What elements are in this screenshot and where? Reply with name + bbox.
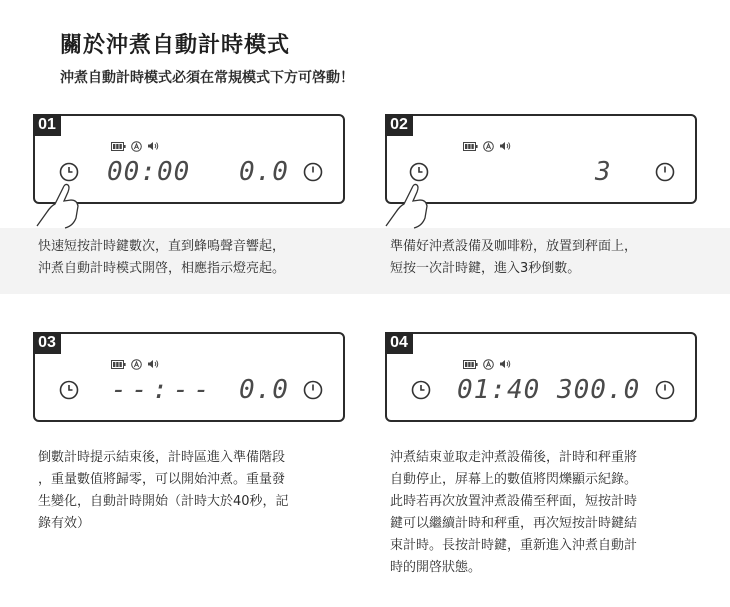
- power-button[interactable]: [303, 380, 323, 400]
- description-line: 短按一次計時鍵，進入3秒倒數。: [390, 261, 581, 276]
- power-button[interactable]: [655, 380, 675, 400]
- description-line: 倒數計時提示結束後，計時區進入準備階段: [38, 450, 286, 465]
- sound-icon: [147, 359, 159, 369]
- weight-display: 0.0: [239, 375, 289, 405]
- auto-mode-icon: [483, 141, 494, 152]
- description-line: 束計時。長按計時鍵，重新進入沖煮自動計: [390, 538, 638, 553]
- timer-display: 00:00: [107, 157, 191, 187]
- step-4-description: [390, 447, 637, 579]
- description-line: 時的開啓狀態。: [390, 560, 482, 575]
- step-1-description: [38, 236, 285, 280]
- description-line: 錄有效）: [38, 516, 91, 531]
- step-3-description: [38, 447, 289, 535]
- timer-button[interactable]: [411, 380, 431, 400]
- description-line: 生變化，自動計時開始（計時大於40秒，記: [38, 494, 289, 509]
- description-line: 鍵可以繼續計時和秤重，再次短按計時鍵結: [390, 516, 638, 531]
- auto-mode-icon: [131, 141, 142, 152]
- step-2-description: [390, 236, 637, 280]
- description-line: 準備好沖煮設備及咖啡粉，放置到秤面上，: [390, 239, 638, 254]
- power-button[interactable]: [303, 162, 323, 182]
- step-4-scale-panel: [385, 332, 697, 422]
- step-1-badge: 01: [33, 114, 61, 136]
- power-button[interactable]: [655, 162, 675, 182]
- step-3-badge: 03: [33, 332, 61, 354]
- battery-icon: [463, 142, 478, 151]
- step-2-badge: 02: [385, 114, 413, 136]
- sound-icon: [499, 359, 511, 369]
- step-3-scale-panel: [33, 332, 345, 422]
- description-line: ，重量數值將歸零，可以開始沖煮。重量發: [38, 472, 286, 487]
- timer-display: --:--: [111, 375, 215, 405]
- description-line: 快速短按計時鍵數次，直到蜂鳴聲音響起，: [38, 239, 286, 254]
- description-line: 此時若再次放置沖煮設備至秤面，短按計時: [390, 494, 638, 509]
- indicator-row: [463, 140, 511, 152]
- weight-display: 300.0: [557, 375, 641, 405]
- timer-display: 01:40: [457, 375, 541, 405]
- indicator-row: [111, 358, 159, 370]
- auto-mode-icon: [131, 359, 142, 370]
- description-line: 沖煮結束並取走沖煮設備後，計時和秤重將: [390, 450, 638, 465]
- sound-icon: [147, 141, 159, 151]
- description-line: 自動停止，屏幕上的數值將閃爍顯示紀錄。: [390, 472, 638, 487]
- battery-icon: [111, 360, 126, 369]
- weight-display: 3: [595, 157, 612, 187]
- page-subtitle: 沖煮自動計時模式必須在常規模式下方可啓動！: [60, 70, 354, 86]
- battery-icon: [111, 142, 126, 151]
- battery-icon: [463, 360, 478, 369]
- step-4-badge: 04: [385, 332, 413, 354]
- sound-icon: [499, 141, 511, 151]
- timer-button[interactable]: [59, 380, 79, 400]
- auto-mode-icon: [483, 359, 494, 370]
- pointing-hand-icon: [33, 170, 85, 230]
- description-line: 沖煮自動計時模式開啓，相應指示燈亮起。: [38, 261, 286, 276]
- pointing-hand-icon: [382, 170, 434, 230]
- indicator-row: [463, 358, 511, 370]
- weight-display: 0.0: [239, 157, 289, 187]
- indicator-row: [111, 140, 159, 152]
- page-title: 關於沖煮自動計時模式: [60, 33, 291, 58]
